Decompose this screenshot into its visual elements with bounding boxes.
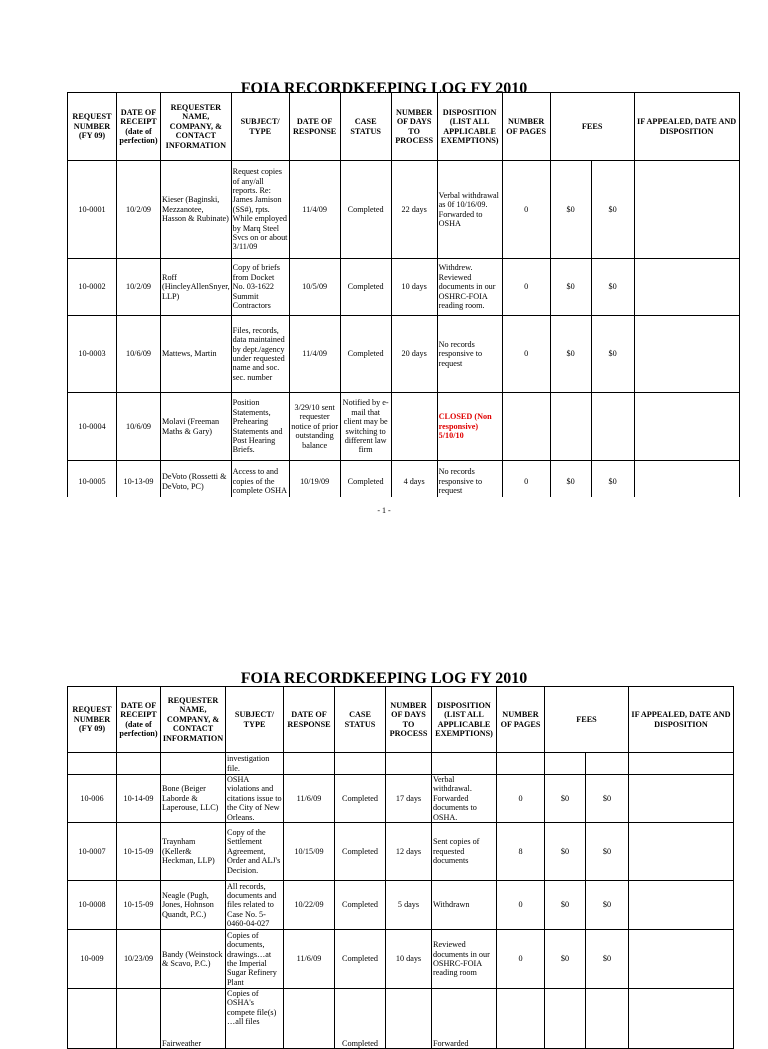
cell-days bbox=[386, 989, 432, 1049]
cell-date-receipt: 10-13-09 bbox=[117, 461, 161, 503]
header-request-number: REQUEST NUMBER (FY 09) bbox=[68, 93, 117, 161]
cell-requester: Fairweather bbox=[161, 989, 226, 1049]
document-page-2 bbox=[0, 664, 768, 1048]
cell-date-response: 11/6/09 bbox=[284, 930, 335, 989]
header-fees: FEES bbox=[550, 93, 634, 161]
cell-subject: Files, records, data maintained by dept./agency under requested name and soc. sec. number bbox=[231, 316, 289, 393]
page-title: FOIA RECORDKEEPING LOG FY 2010 bbox=[240, 670, 528, 687]
cell-disposition: No records responsive to request bbox=[437, 316, 502, 393]
cell-request-number: 10-0005 bbox=[68, 461, 117, 503]
table-row bbox=[68, 393, 740, 461]
cell-case-status: Completed bbox=[335, 989, 386, 1049]
cell-date-response: 11/4/09 bbox=[289, 161, 340, 259]
cell-requester: Mattews, Martin bbox=[161, 316, 232, 393]
cell-case-status: Completed bbox=[335, 775, 386, 823]
cell-case-status: Completed bbox=[340, 161, 391, 259]
cell-request-number: 10-0007 bbox=[68, 823, 117, 881]
header-case-status: CASE STATUS bbox=[335, 687, 386, 753]
header-case-status: CASE STATUS bbox=[340, 93, 391, 161]
cell-appealed bbox=[629, 775, 734, 823]
header-appealed: IF APPEALED, DATE AND DISPOSITION bbox=[634, 93, 739, 161]
cell-request-number: 10-0004 bbox=[68, 393, 117, 461]
cell-days: 12 days bbox=[386, 823, 432, 881]
cell-pages bbox=[502, 393, 550, 461]
cell-date-response: 10/19/09 bbox=[289, 461, 340, 503]
cell-date-receipt: 10-15-09 bbox=[117, 823, 161, 881]
header-fees: FEES bbox=[545, 687, 629, 753]
cell-fee-2: $0 bbox=[586, 823, 629, 881]
cell-date-response: 11/4/09 bbox=[289, 316, 340, 393]
cell-disposition: Verbal withdrawal. Forwarded documents to OSHA. bbox=[432, 775, 497, 823]
cell-pages: 0 bbox=[502, 259, 550, 316]
cell-disposition: Verbal withdrawal as 0f 10/16/09. Forwarded to OSHA bbox=[437, 161, 502, 259]
header-requester: REQUESTER NAME, COMPANY, & CONTACT INFORMATION bbox=[161, 687, 226, 753]
cell-appealed bbox=[629, 881, 734, 930]
header-row bbox=[68, 93, 740, 161]
header-date-response: DATE OF RESPONSE bbox=[289, 93, 340, 161]
table-row bbox=[68, 259, 740, 316]
cell-date-receipt: 10-14-09 bbox=[117, 775, 161, 823]
header-date-response: DATE OF RESPONSE bbox=[284, 687, 335, 753]
cell-disposition: Forwarded bbox=[432, 989, 497, 1049]
cell-fee-2 bbox=[586, 989, 629, 1049]
cell-subject: Copy of the Settlement Agreement, Order and ALJ's Decision. bbox=[226, 823, 284, 881]
cell-date-response: 10/5/09 bbox=[289, 259, 340, 316]
header-subject: SUBJECT/ TYPE bbox=[231, 93, 289, 161]
cell-appealed bbox=[629, 823, 734, 881]
cell-request-number bbox=[68, 989, 117, 1049]
cell-requester: Roff (HincleyAllenSnyer, LLP) bbox=[161, 259, 232, 316]
cell-pages: 0 bbox=[502, 461, 550, 503]
cell-case-status: Completed bbox=[340, 259, 391, 316]
foia-log-table bbox=[67, 686, 734, 1049]
table-row bbox=[68, 989, 734, 1049]
page-number: - 1 - bbox=[377, 506, 391, 515]
header-subject: SUBJECT/ TYPE bbox=[226, 687, 284, 753]
cell-pages: 0 bbox=[502, 161, 550, 259]
cell-case-status: Completed bbox=[335, 823, 386, 881]
header-disposition: DISPOSITION (LIST ALL APPLICABLE EXEMPTIONS) bbox=[432, 687, 497, 753]
cell-subject: Access to and copies of the complete OSHA bbox=[231, 461, 289, 503]
cell-case-status: Completed bbox=[335, 930, 386, 989]
cell-requester: Bone (Beiger Laborde & Laperouse, LLC) bbox=[161, 775, 226, 823]
cell-date-response: 10/22/09 bbox=[284, 881, 335, 930]
cell-days: 10 days bbox=[391, 259, 437, 316]
header-request-number: REQUEST NUMBER (FY 09) bbox=[68, 687, 117, 753]
cell-appealed bbox=[629, 930, 734, 989]
header-pages: NUMBER OF PAGES bbox=[502, 93, 550, 161]
cell-disposition: CLOSED (Non responsive) 5/10/10 bbox=[437, 393, 502, 461]
cell-fee-2: $0 bbox=[591, 259, 634, 316]
cell-fee-1: $0 bbox=[550, 161, 591, 259]
cell-appealed bbox=[634, 393, 739, 461]
cell-fee-2: $0 bbox=[586, 930, 629, 989]
cell-days: 17 days bbox=[386, 775, 432, 823]
cell-pages bbox=[497, 989, 545, 1049]
cell-fee-2 bbox=[591, 393, 634, 461]
table-row bbox=[68, 823, 734, 881]
cell-fee-2: $0 bbox=[586, 775, 629, 823]
cell-fee-1: $0 bbox=[550, 461, 591, 503]
cell-disposition: No records responsive to request bbox=[437, 461, 502, 503]
cell-days bbox=[391, 393, 437, 461]
cell-days: 20 days bbox=[391, 316, 437, 393]
cell-subject: Copies of documents, drawings…at the Imperial Sugar Refinery Plant bbox=[226, 930, 284, 989]
cell-request-number: 10-0008 bbox=[68, 881, 117, 930]
table-row bbox=[68, 930, 734, 989]
cell-subject: OSHA violations and citations issue to the City of New Orleans. bbox=[227, 775, 282, 822]
header-pages: NUMBER OF PAGES bbox=[497, 687, 545, 753]
cell-date-receipt: 10/6/09 bbox=[117, 393, 161, 461]
header-days: NUMBER OF DAYS TO PROCESS bbox=[386, 687, 432, 753]
cell-fee-1 bbox=[545, 989, 586, 1049]
cell-requester: Neagle (Pugh, Jones, Hohnson Quandt, P.C.) bbox=[161, 881, 226, 930]
cell-date-response: 10/15/09 bbox=[284, 823, 335, 881]
table-row bbox=[68, 161, 740, 259]
cell-appealed bbox=[634, 316, 739, 393]
cell-days: 4 days bbox=[391, 461, 437, 503]
cell-fee-1 bbox=[550, 393, 591, 461]
cell-fee-2: $0 bbox=[591, 461, 634, 503]
table-row-continuation bbox=[68, 753, 734, 775]
cell-subject: All records, documents and files related to Case No. 5-0460-04-027 bbox=[226, 881, 284, 930]
cell-fee-1: $0 bbox=[545, 930, 586, 989]
cell-date-receipt bbox=[117, 989, 161, 1049]
header-disposition: DISPOSITION (LIST ALL APPLICABLE EXEMPTIONS) bbox=[437, 93, 502, 161]
cell-subject: investigation file. bbox=[226, 753, 284, 775]
table-row bbox=[68, 316, 740, 393]
header-appealed: IF APPEALED, DATE AND DISPOSITION bbox=[629, 687, 734, 753]
page-title: FOIA RECORDKEEPING LOG FY 2010 bbox=[240, 80, 528, 97]
table-row bbox=[68, 881, 734, 930]
cell-case-status: Completed bbox=[340, 316, 391, 393]
cell-fee-1: $0 bbox=[550, 316, 591, 393]
foia-log-table bbox=[67, 92, 740, 503]
header-row bbox=[68, 687, 734, 753]
table-row bbox=[68, 775, 734, 823]
cell-days: 5 days bbox=[386, 881, 432, 930]
cell-request-number: 10-009 bbox=[68, 930, 117, 989]
cell-disposition: Sent copies of requested documents bbox=[432, 823, 497, 881]
cell-disposition: Withdrew. Reviewed documents in our OSHRC-FOIA reading room. bbox=[437, 259, 502, 316]
cell-pages: 8 bbox=[497, 823, 545, 881]
cell-request-number: 10-0002 bbox=[68, 259, 117, 316]
cell-appealed bbox=[634, 259, 739, 316]
cell-subject: Copy of briefs from Docket No. 03-1622 Summit Contractors bbox=[231, 259, 289, 316]
cell-pages: 0 bbox=[502, 316, 550, 393]
cell-date-receipt: 10/23/09 bbox=[117, 930, 161, 989]
cell-days: 22 days bbox=[391, 161, 437, 259]
cell-fee-1: $0 bbox=[550, 259, 591, 316]
cell-subject: Position Statements, Prehearing Statements and Post Hearing Briefs. bbox=[231, 393, 289, 461]
cell-requester: Bandy (Weinstock & Scavo, P.C.) bbox=[161, 930, 226, 989]
cell-date-receipt: 10/2/09 bbox=[117, 259, 161, 316]
cell-request-number: 10-006 bbox=[68, 775, 117, 823]
cell-fee-1: $0 bbox=[545, 881, 586, 930]
cell-pages: 0 bbox=[497, 930, 545, 989]
cell-date-response: 11/6/09 bbox=[284, 775, 335, 823]
cell-appealed bbox=[634, 161, 739, 259]
cell-request-number: 10-0001 bbox=[68, 161, 117, 259]
cell-appealed bbox=[629, 989, 734, 1049]
cell-disposition: Reviewed documents in our OSHRC-FOIA reading room bbox=[432, 930, 497, 989]
cell-date-receipt: 10-15-09 bbox=[117, 881, 161, 930]
cell-case-status: Notified by e-mail that client may be switching to different law firm bbox=[340, 393, 391, 461]
cell-case-status: Completed bbox=[335, 881, 386, 930]
cell-date-receipt: 10/6/09 bbox=[117, 316, 161, 393]
cell-requester: Kieser (Baginski, Mezzanotee, Hasson & Rubinate) bbox=[161, 161, 232, 259]
cell-requester: Traynham (Keller& Heckman, LLP) bbox=[161, 823, 226, 881]
cell-fee-2: $0 bbox=[586, 881, 629, 930]
header-date-receipt: DATE OF RECEIPT (date of perfection) bbox=[117, 93, 161, 161]
cell-days: 10 days bbox=[386, 930, 432, 989]
cell-subject: Copies of OSHA's compete file(s) …all files bbox=[226, 989, 284, 1049]
document-page-1 bbox=[0, 0, 768, 520]
cell-fee-2: $0 bbox=[591, 316, 634, 393]
cell-requester: DeVoto (Rossetti & DeVoto, PC) bbox=[161, 461, 232, 503]
cell-fee-2: $0 bbox=[591, 161, 634, 259]
header-requester: REQUESTER NAME, COMPANY, & CONTACT INFORMATION bbox=[161, 93, 232, 161]
cell-date-response bbox=[284, 989, 335, 1049]
header-date-receipt: DATE OF RECEIPT (date of perfection) bbox=[117, 687, 161, 753]
cell-requester: Molavi (Freeman Maths & Gary) bbox=[161, 393, 232, 461]
cell-disposition: Withdrawn bbox=[432, 881, 497, 930]
cell-request-number: 10-0003 bbox=[68, 316, 117, 393]
cell-date-receipt: 10/2/09 bbox=[117, 161, 161, 259]
cell-date-response: 3/29/10 sent requester notice of prior outstanding balance bbox=[289, 393, 340, 461]
cell-subject: Request copies of any/all reports. Re: James Jamison (SS#), rpts. While employed by Marq Steel Svcs on or about 3/11/09 bbox=[231, 161, 289, 259]
cell-pages: 0 bbox=[497, 775, 545, 823]
cell-fee-1: $0 bbox=[545, 775, 586, 823]
header-days: NUMBER OF DAYS TO PROCESS bbox=[391, 93, 437, 161]
cell-fee-1: $0 bbox=[545, 823, 586, 881]
cell-case-status: Completed bbox=[340, 461, 391, 503]
cell-pages: 0 bbox=[497, 881, 545, 930]
